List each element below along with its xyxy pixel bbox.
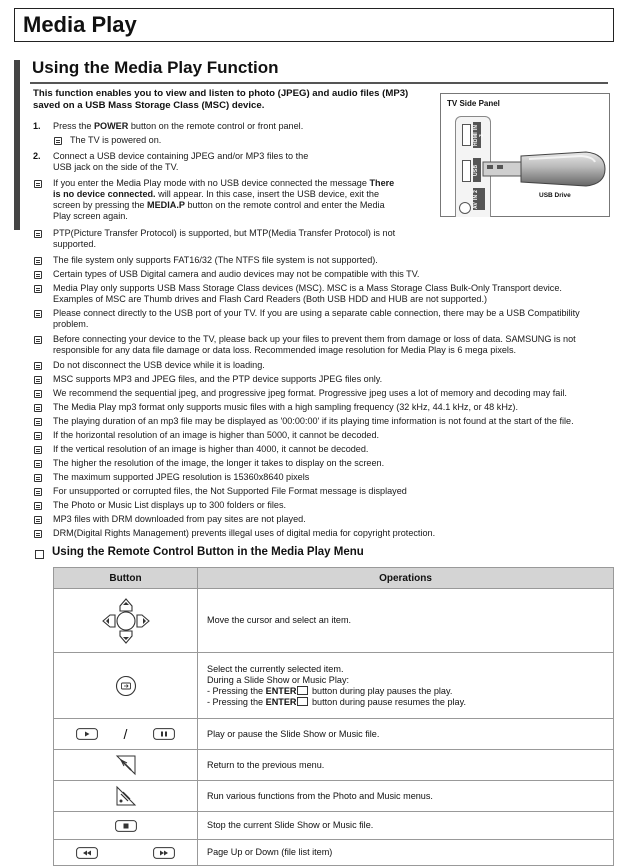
note-icon	[34, 376, 42, 384]
note-line: The higher the resolution of the image, the longer it takes to display on the screen.	[53, 458, 385, 468]
step-number-1: 1.	[33, 121, 41, 131]
step-1-post: button on the remote control or front panel.	[128, 121, 304, 131]
step-number-2: 2.	[33, 151, 41, 161]
button-cell	[54, 589, 198, 653]
table-row	[54, 750, 614, 781]
section-marker-bar	[14, 60, 20, 230]
table-row	[54, 840, 614, 866]
note-line: DRM(Digital Rights Management) prevents illegal uses of digital media for copyright protection.	[53, 528, 436, 538]
note-no-device-post: will appear. In this case, insert the USB device, exit the	[155, 189, 380, 199]
section-divider	[30, 82, 608, 84]
button-cell	[54, 812, 198, 840]
note-line: The Media Play mp3 format only supports music files with a high sampling frequency (32 kHz, 44.1 kHz, or 48 kHz).	[53, 402, 518, 412]
step-1-text	[53, 121, 303, 132]
direction-pad-icon	[101, 597, 151, 645]
enter-key-icon	[297, 686, 308, 695]
column-header-operations: Operations	[198, 568, 614, 589]
table-row	[54, 812, 614, 840]
note-icon	[34, 285, 42, 293]
av-jack-icon	[459, 202, 471, 214]
operation-cell: Return to the previous menu.	[198, 750, 614, 781]
button-cell	[54, 781, 198, 812]
note-icon	[34, 390, 42, 398]
note-icon	[34, 404, 42, 412]
enter-op-4-post: button during pause resumes the play.	[309, 696, 467, 707]
tools-icon	[115, 785, 137, 807]
note-icon	[34, 362, 42, 370]
note-line: If the vertical resolution of an image is higher than 4000, it cannot be decoded.	[53, 444, 369, 454]
note-line: For unsupported or corrupted files, the Not Supported File Format message is displayed	[53, 486, 407, 496]
note-line: Please connect directly to the USB port of your TV. If you are using a separate cable connection, there may be a USB Compatibility	[53, 308, 580, 318]
note-no-device-line-2	[53, 189, 379, 200]
usb-drive-label: USB Drive	[539, 192, 571, 199]
play-pause-icon-group	[54, 726, 197, 742]
note-icon	[34, 516, 42, 524]
enter-key-icon	[297, 697, 308, 706]
av-port-label: AV IN 2	[473, 188, 485, 210]
enter-op-3-bold: ENTER	[265, 685, 297, 696]
note-no-device-pre: If you enter the Media Play mode with no USB device connected the message	[53, 178, 370, 188]
note-no-device-bold-2: is no device connected.	[53, 189, 156, 199]
note-icon	[34, 474, 42, 482]
return-icon	[115, 754, 137, 776]
note-icon	[54, 137, 62, 145]
table-row	[54, 719, 614, 750]
note-line: We recommend the sequential jpeg, and progressive jpeg format. Progressive jpeg uses a lot of memory and decoding may fail.	[53, 388, 567, 398]
enter-op-4-pre: - Pressing the	[207, 696, 266, 707]
note-icon	[34, 336, 42, 344]
note-icon	[34, 446, 42, 454]
operation-cell: Play or pause the Slide Show or Music file.	[198, 719, 614, 750]
note-icon	[34, 230, 42, 238]
note-no-device-post-3: button on the remote control and enter the Media	[184, 200, 385, 210]
note-icon	[34, 310, 42, 318]
note-line: PTP(Picture Transfer Protocol) is supported, but MTP(Media Transfer Protocol) is not	[53, 228, 396, 238]
intro-line-1: This function enables you to view and listen to photo (JPEG) and audio files (MP3)	[33, 88, 409, 99]
section-title: Using the Media Play Function	[32, 58, 279, 77]
pause-icon	[153, 728, 175, 740]
note-icon	[34, 271, 42, 279]
table-row	[54, 653, 614, 719]
note-icon	[34, 180, 42, 188]
enter-op-4-bold: ENTER	[265, 696, 297, 707]
step-2-line-1: Connect a USB device containing JPEG and/or MP3 files to the	[53, 151, 309, 161]
step-1-pre: Press the	[53, 121, 94, 131]
enter-op-3-post: button during play pauses the play.	[309, 685, 453, 696]
table-row	[54, 589, 614, 653]
operation-cell: Stop the current Slide Show or Music file.	[198, 812, 614, 840]
note-icon	[34, 432, 42, 440]
fast-forward-icon	[153, 847, 175, 859]
remote-section-title: Using the Remote Control Button in the Media Play Menu	[52, 546, 364, 558]
note-line: Do not disconnect the USB device while it is loading.	[53, 360, 265, 370]
button-cell	[54, 840, 198, 866]
tv-side-panel-figure	[440, 93, 610, 217]
step-1-note: The TV is powered on.	[70, 135, 162, 145]
enter-op-line-2: During a Slide Show or Music Play:	[207, 674, 350, 685]
hdmi-port-label: HDMI IN 3	[473, 122, 481, 148]
play-pause-separator: /	[123, 726, 128, 742]
table-header-row	[54, 568, 614, 589]
note-no-device-line-4: Play screen again.	[53, 211, 128, 221]
note-no-device-media-p: MEDIA.P	[147, 200, 185, 210]
remote-buttons-table	[53, 567, 614, 866]
note-no-device-line-3	[53, 200, 385, 211]
operation-cell: Page Up or Down (file list item)	[198, 840, 614, 866]
note-line: If the horizontal resolution of an image is higher than 5000, it cannot be decoded.	[53, 430, 380, 440]
note-icon	[34, 502, 42, 510]
note-line: The maximum supported JPEG resolution is 15360x8640 pixels	[53, 472, 310, 482]
subsection-checkbox-icon	[35, 550, 44, 559]
button-cell	[54, 719, 198, 750]
button-cell	[54, 653, 198, 719]
note-icon	[34, 530, 42, 538]
enter-op-line-4	[207, 697, 613, 708]
note-line: Examples of MSC are Thumb drives and Flash Card Readers (Both USB HDD and HUB are not supported.)	[53, 294, 487, 304]
note-icon	[34, 488, 42, 496]
usb-port-icon	[462, 160, 471, 182]
page-up-down-icon	[54, 847, 197, 859]
note-line: Certain types of USB Digital camera and audio devices may not be compatible with this TV.	[53, 269, 420, 279]
note-no-device-line-1	[53, 178, 394, 189]
rewind-icon	[76, 847, 98, 859]
column-header-button: Button	[54, 568, 198, 589]
enter-op-line-1: Select the currently selected item.	[207, 663, 344, 674]
note-icon	[34, 418, 42, 426]
note-line: MSC supports MP3 and JPEG files, and the PTP device supports JPEG files only.	[53, 374, 383, 384]
usb-port-label: USB	[473, 158, 481, 182]
intro-line-2: saved on a USB Mass Storage Class (MSC) device.	[33, 99, 265, 111]
enter-op-line-3	[207, 686, 613, 697]
note-line: supported.	[53, 239, 96, 249]
usb-drive-icon	[481, 146, 609, 192]
note-line: The Photo or Music List displays up to 300 folders or files.	[53, 500, 287, 510]
table-row	[54, 781, 614, 812]
note-line: responsible for any data file damage or data loss. Recommended image resolution for Media Play is 6 mega pixels.	[53, 345, 517, 355]
note-no-device-bold-1: There	[369, 178, 395, 188]
step-1-power: POWER	[93, 121, 129, 131]
enter-op-3-pre: - Pressing the	[207, 685, 266, 696]
operation-cell: Move the cursor and select an item.	[198, 589, 614, 653]
enter-button-icon	[115, 675, 137, 697]
step-2-line-2: USB jack on the side of the TV.	[53, 162, 179, 172]
note-icon	[34, 460, 42, 468]
stop-icon	[115, 820, 137, 832]
note-line: Media Play only supports USB Mass Storage Class devices (MSC). MSC is a Mass Storage Class Bulk-Only Transport device.	[53, 283, 562, 293]
page-title: Media Play	[23, 12, 137, 37]
note-line: The file system only supports FAT16/32 (The NTFS file system is not supported).	[53, 255, 378, 265]
operation-cell	[198, 653, 614, 719]
note-line: Before connecting your device to the TV, please back up your files to prevent them from damage or loss of data. SAMSUNG is not	[53, 334, 576, 344]
note-line: The playing duration of an mp3 file may be displayed as '00:00:00' if its playing time information is not found at the start of the file.	[53, 416, 574, 426]
operation-cell: Run various functions from the Photo and Music menus.	[198, 781, 614, 812]
note-no-device-pre-3: screen by pressing the	[53, 200, 148, 210]
note-line: problem.	[53, 319, 89, 329]
play-icon	[76, 728, 98, 740]
side-panel-title: TV Side Panel	[447, 99, 500, 108]
note-line: MP3 files with DRM downloaded from pay sites are not played.	[53, 514, 306, 524]
button-cell	[54, 750, 198, 781]
page-title-box	[14, 8, 614, 42]
hdmi-port-icon	[462, 124, 471, 146]
note-icon	[34, 257, 42, 265]
intro-text	[33, 88, 428, 111]
